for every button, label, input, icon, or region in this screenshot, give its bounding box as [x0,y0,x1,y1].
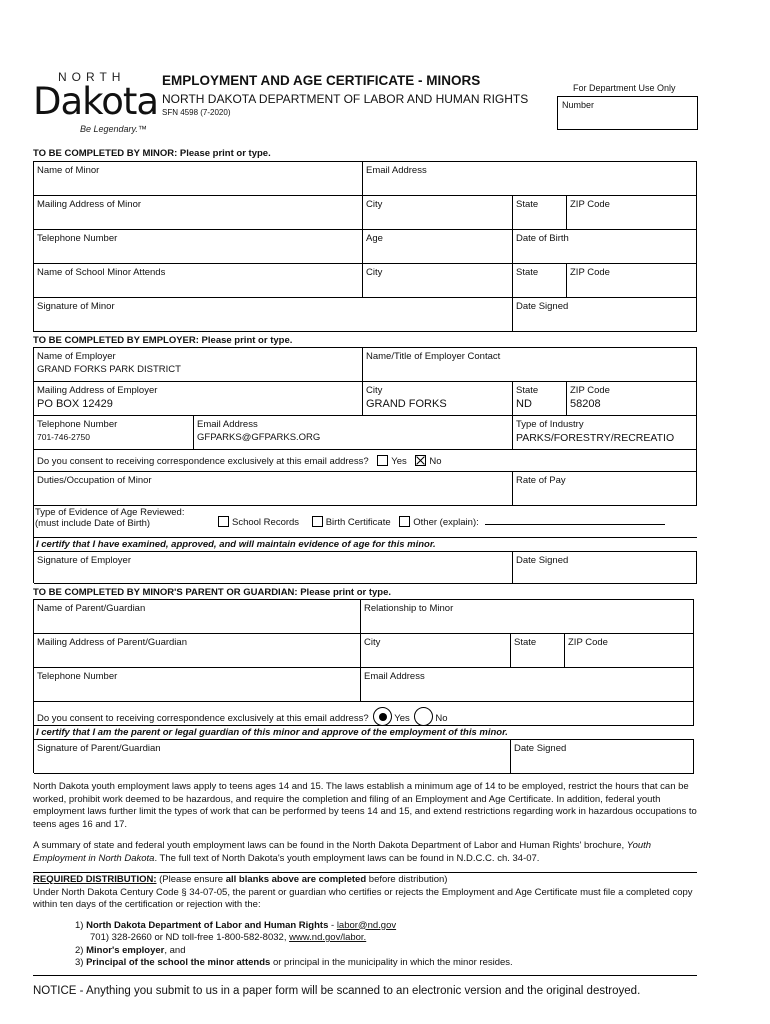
parent-certify: I certify that I am the parent or legal guardian of this minor and approve of the employment of this minor. [34,726,694,740]
employer-state-label: State [516,385,539,396]
employer-duties-label: Duties/Occupation of Minor [37,475,152,486]
parent-name-field[interactable] [34,600,361,634]
employer-signature-field[interactable] [34,552,513,584]
item3-title: Principal of the school the minor attends [86,957,271,968]
employer-zip-value: 58208 [570,398,601,410]
evidence-other-input[interactable] [485,515,665,525]
employer-duties-field[interactable] [34,472,513,506]
parent-relationship-label: Relationship to Minor [364,603,454,614]
employer-city-field[interactable] [363,382,513,416]
form-title: EMPLOYMENT AND AGE CERTIFICATE - MINORS [162,73,481,88]
labor-email-link[interactable]: labor@nd.gov [336,919,397,931]
minor-address-label: Mailing Address of Minor [37,199,142,210]
parent-state-field[interactable] [511,634,565,668]
minor-phone-label: Telephone Number [37,233,118,244]
minor-city-field[interactable] [363,196,513,230]
parent-consent-no-label: No [435,713,448,724]
minor-city-label: City [366,199,383,210]
employer-city-label: City [366,385,383,396]
evidence-other-checkbox[interactable] [399,516,410,527]
employer-industry-field[interactable] [513,416,697,450]
employer-address-field[interactable] [34,382,363,416]
parent-consent-yes-label: Yes [394,713,410,724]
employer-contact-field[interactable] [363,348,697,382]
parent-relationship-field[interactable] [361,600,694,634]
employer-section [33,347,697,583]
employer-address-value: PO BOX 12429 [37,398,113,410]
employer-consent-no-checkbox[interactable] [415,455,426,466]
minor-age-label: Age [366,233,383,244]
employer-industry-value: PARKS/FORESTRY/RECREATIO [516,432,675,444]
employer-consent-question: Do you consent to receiving correspondence exclusively at this email address? [37,456,369,467]
distribution-note-start: (Please ensure [156,874,226,885]
info-paragraph-2 [33,840,703,865]
employer-consent-yes-checkbox[interactable] [377,455,388,466]
parent-section [33,599,694,773]
info-paragraph-2-start: A summary of state and federal youth employment laws can be found in the North Dakota Department of Labor and Human Rights' brochure, [33,840,627,851]
employer-address-label: Mailing Address of Employer [37,385,158,396]
department-number-box [557,96,698,130]
minor-zip-field[interactable] [567,196,697,230]
parent-zip-field[interactable] [565,634,694,668]
parent-consent-yes-radio[interactable] [373,707,392,726]
employer-city-value: GRAND FORKS [366,398,447,410]
parent-date-signed-field[interactable] [511,740,694,774]
minor-school-zip-label: ZIP Code [570,267,610,278]
parent-zip-label: ZIP Code [568,637,608,648]
minor-name-label: Name of Minor [37,165,100,176]
distribution-note-bold: all blanks above are completed [225,874,367,885]
minor-school-city-label: City [366,267,383,278]
minor-signature-field[interactable] [34,298,513,332]
minor-state-field[interactable] [513,196,567,230]
evidence-sublabel: (must include Date of Birth) [35,518,151,529]
parent-email-label: Email Address [364,671,425,682]
minor-phone-field[interactable] [34,230,363,264]
parent-address-label: Mailing Address of Parent/Guardian [37,637,187,648]
minor-school-city-field[interactable] [363,264,513,298]
item3-number: 3) [75,957,84,968]
parent-address-field[interactable] [34,634,361,668]
distribution-section [33,872,697,976]
employer-phone-label: Telephone Number [37,419,118,430]
parent-consent-no-radio[interactable] [414,707,433,726]
employer-phone-value: 701-746-2750 [37,432,90,442]
form-number: SFN 4598 (7-2020) [162,108,231,117]
parent-city-field[interactable] [361,634,511,668]
distribution-heading: REQUIRED DISTRIBUTION: [33,874,157,885]
minor-age-field[interactable] [363,230,513,264]
info-paragraph-2-end: . The full text of North Dakota's youth employment laws can be found in N.D.C.C. ch. 34-07. [154,852,540,864]
minor-dob-label: Date of Birth [516,233,569,244]
employer-pay-label: Rate of Pay [516,475,566,486]
parent-name-label: Name of Parent/Guardian [37,603,146,614]
evidence-birth-label: Birth Certificate [325,517,391,528]
logo-dakota-text: Dakota [33,80,159,123]
department-name: NORTH DAKOTA DEPARTMENT OF LABOR AND HUMAN RIGHTS [162,92,529,106]
employer-consent-row [34,450,697,472]
evidence-school-label: School Records [232,517,300,528]
parent-phone-label: Telephone Number [37,671,118,682]
minor-email-label: Email Address [366,165,427,176]
number-label: Number [562,100,595,110]
employer-name-label: Name of Employer [37,351,116,362]
minor-email-field[interactable] [363,162,697,196]
employer-evidence-row [34,506,697,538]
evidence-school-checkbox[interactable] [218,516,229,527]
parent-phone-field[interactable] [34,668,361,702]
parent-date-signed-label: Date Signed [514,743,567,754]
employer-state-value: ND [516,398,532,410]
employer-date-signed-label: Date Signed [516,555,569,566]
minor-school-zip-field[interactable] [567,264,697,298]
employer-name-value: GRAND FORKS PARK DISTRICT [37,364,181,375]
minor-school-state-label: State [516,267,539,278]
employer-contact-label: Name/Title of Employer Contact [366,351,501,362]
minor-school-field[interactable] [34,264,363,298]
minor-dob-field[interactable] [513,230,697,264]
employer-industry-label: Type of Industry [516,419,584,430]
logo-north-text: NORTH [58,70,126,84]
minor-zip-label: ZIP Code [570,199,610,210]
minor-school-label: Name of School Minor Attends [37,267,166,278]
parent-signature-field[interactable] [34,740,511,774]
evidence-other-label: Other (explain): [413,517,479,528]
parent-consent-question: Do you consent to receiving correspondence exclusively at this email address? [37,713,369,724]
minor-address-field[interactable] [34,196,363,230]
minor-school-state-field[interactable] [513,264,567,298]
employer-zip-field[interactable] [567,382,697,416]
employer-phone-field[interactable] [34,416,194,450]
labor-website-link[interactable]: www.nd.gov/labor. [289,932,367,943]
item1-number: 1) [75,919,84,931]
minor-state-label: State [516,199,539,210]
logo-tagline: Be Legendary.™ [80,124,147,134]
employer-date-signed-field[interactable] [513,552,697,584]
minor-section [33,161,697,332]
distribution-body: Under North Dakota Century Code § 34-07-05, the parent or guardian who certifies or rejects the Employment and Age Certificate must file a completed copy within ten days of the certification or rejection with the: [33,886,693,910]
employer-signature-label: Signature of Employer [37,555,131,566]
minor-name-field[interactable] [34,162,363,196]
info-paragraph-1: North Dakota youth employment laws apply to teens ages 14 and 15. The laws establish a minimum age of 14 to be employed, restrict the hours that can be worked, prohibit work deemed to be hazardous, and require the completion and filing of an Employment and Age Certificate. In addition, federal youth employment laws further limit the types of work that can be performed by teens 14 and 15, and extend restrictions regarding work in hazardous occupations to teens ages 16 and 17. [33,781,697,830]
employer-section-heading: TO BE COMPLETED BY EMPLOYER: Please print or type. [33,335,293,346]
employer-consent-yes-label: Yes [391,456,407,467]
parent-consent-row [34,702,694,726]
parent-signature-label: Signature of Parent/Guardian [37,743,161,754]
employer-name-field[interactable] [34,348,363,382]
minor-date-signed-label: Date Signed [516,301,569,312]
employer-zip-label: ZIP Code [570,385,610,396]
minor-date-signed-field[interactable] [513,298,697,332]
item1-dash: - [328,919,337,931]
parent-section-heading: TO BE COMPLETED BY MINOR'S PARENT OR GUARDIAN: Please print or type. [33,587,392,598]
employer-certify: I certify that I have examined, approved, and will maintain evidence of age for this minor. [34,538,697,552]
brochure-title: Youth Employment in North Dakota [33,840,652,864]
employer-email-field[interactable] [194,416,513,450]
parent-email-field[interactable] [361,668,694,702]
item1-phone: 701) 328-2660 or ND toll-free 1-800-582-8032, [90,932,290,943]
parent-city-label: City [364,637,381,648]
employer-email-value: GFPARKS@GFPARKS.ORG [197,432,321,443]
employer-state-field[interactable] [513,382,567,416]
evidence-birth-checkbox[interactable] [312,516,323,527]
parent-state-label: State [514,637,537,648]
employer-pay-field[interactable] [513,472,697,506]
item2-title: Minor's employer [86,944,165,956]
notice-text: NOTICE - Anything you submit to us in a paper form will be scanned to an electronic version and the original destroyed. [33,985,641,997]
minor-signature-label: Signature of Minor [37,301,115,312]
department-use-label: For Department Use Only [573,83,676,93]
item2-rest: , and [164,944,186,956]
item2-number: 2) [75,944,84,956]
minor-section-heading: TO BE COMPLETED BY MINOR: Please print or type. [33,148,271,159]
item3-rest: or principal in the municipality in which the minor resides. [270,957,513,968]
employer-email-label: Email Address [197,419,258,430]
employer-consent-no-label: No [429,456,442,467]
item1-title: North Dakota Department of Labor and Human Rights [86,919,329,931]
evidence-label: Type of Evidence of Age Reviewed: [35,507,185,518]
distribution-note-end: before distribution) [366,874,448,885]
